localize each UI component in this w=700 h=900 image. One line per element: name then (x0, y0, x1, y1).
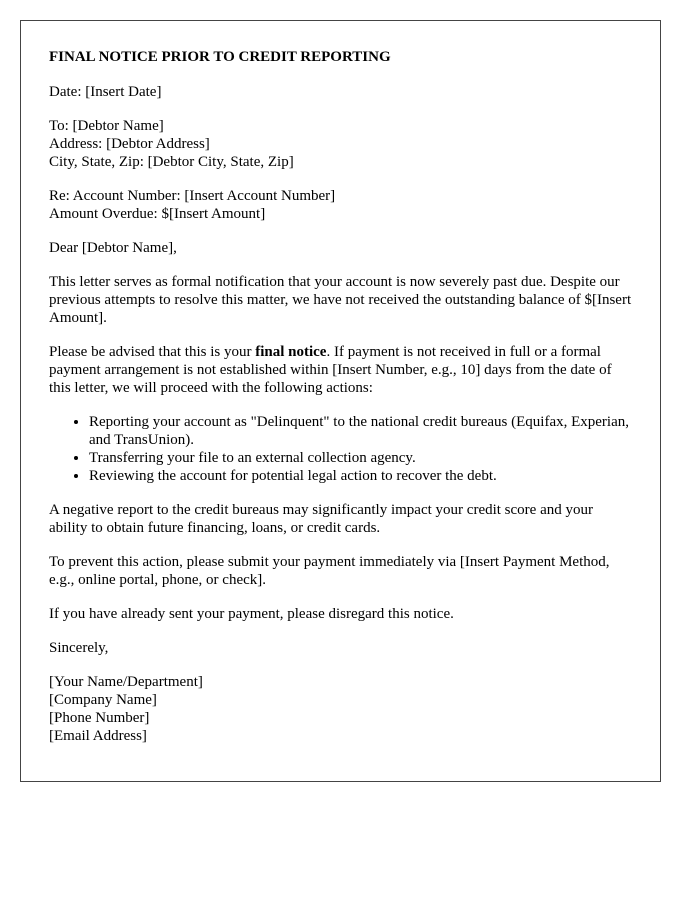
date-line: Date: [Insert Date] (49, 84, 162, 100)
text: Please be advised that this is your (49, 344, 256, 360)
closing: Sincerely, (49, 640, 109, 656)
signature-block (49, 673, 632, 745)
paragraph-final-notice (49, 343, 632, 397)
salutation: Dear [Debtor Name], (49, 240, 177, 256)
letter-title: FINAL NOTICE PRIOR TO CREDIT REPORTING (49, 49, 391, 65)
signature-name: [Your Name/Department] (49, 674, 203, 690)
recipient-city: City, State, Zip: [Debtor City, State, Zip] (49, 154, 294, 170)
paragraph-payment: To prevent this action, please submit your payment immediately via [Insert Payment Method, e.g., online portal, phone, or check]. (49, 554, 610, 588)
recipient-name: To: [Debtor Name] (49, 118, 164, 134)
signature-email: [Email Address] (49, 728, 147, 744)
recipient-block (49, 117, 632, 171)
final-notice-emphasis: final notice (255, 344, 327, 360)
paragraph-impact: A negative report to the credit bureaus may significantly impact your credit score and your ability to obtain future financing, loans, or credit cards. (49, 502, 593, 536)
paragraph-notification: This letter serves as formal notification that your account is now severely past due. Despite our previous attempts to resolve this matter, we have not received the outstanding balance of $[Insert Amount]. (49, 274, 632, 326)
reference-block (49, 187, 632, 223)
list-item: • Reviewing the account for potential legal action to recover the debt. (89, 467, 632, 485)
actions-list (49, 413, 632, 485)
list-item: • Reporting your account as "Delinquent" to the national credit bureaus (Equifax, Experian, and TransUnion). (89, 413, 632, 449)
signature-phone: [Phone Number] (49, 710, 150, 726)
text: . If payment is not received in full or a formal payment arrangement is not established within [Insert Number, e.g., 10] days from the date of this letter, we will proceed with the following actions: (49, 344, 612, 396)
signature-company: [Company Name] (49, 692, 157, 708)
account-number: Re: Account Number: [Insert Account Number] (49, 188, 336, 204)
paragraph-disregard: If you have already sent your payment, please disregard this notice. (49, 606, 454, 622)
letter (20, 20, 661, 782)
list-item: • Transferring your file to an external collection agency. (89, 449, 632, 467)
recipient-address: Address: [Debtor Address] (49, 136, 210, 152)
amount-overdue: Amount Overdue: $[Insert Amount] (49, 206, 266, 222)
